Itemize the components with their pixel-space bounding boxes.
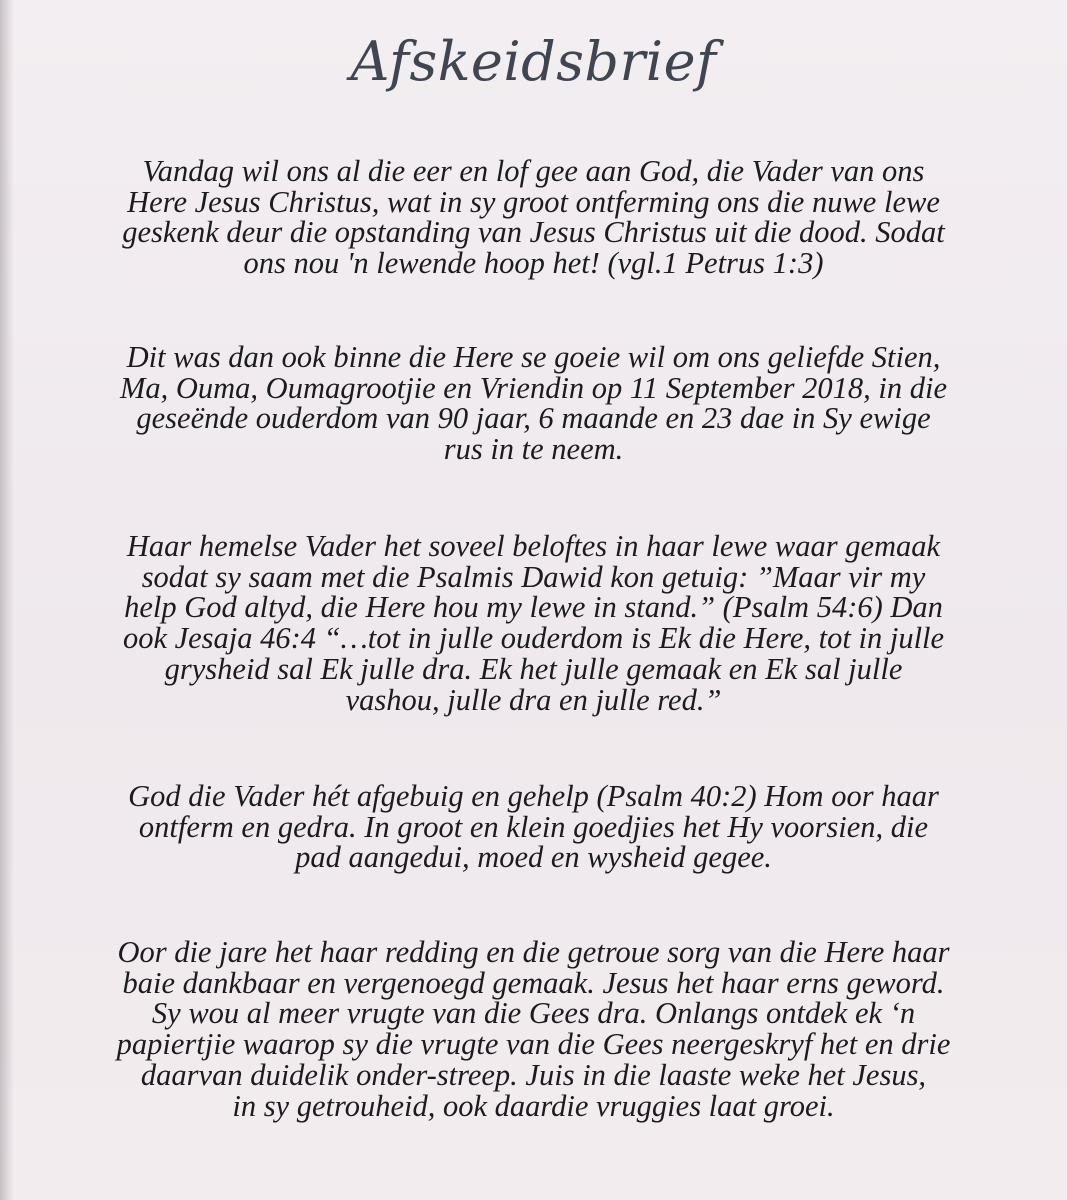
text-line: baie dankbaar en vergenoegd gemaak. Jesus het haar erns geword.: [122, 965, 945, 1000]
text-line: Oor die jare het haar redding en die getroue sorg van die Here haar: [117, 935, 950, 969]
text-line: Haar hemelse Vader het soveel beloftes in haar lewe waar gemaak: [126, 529, 941, 563]
text-line: Sy wou al meer vrugte van die Gees dra. Onlangs ontdek ek ‘n: [151, 996, 916, 1031]
paragraph-5: [30, 937, 1037, 1121]
text-line: sodat sy saam met die Psalmis Dawid kon getuig: ”Maar vir my: [141, 559, 926, 594]
text-line: ons nou 'n lewende hoop het! (vgl.1 Petrus 1:3): [243, 246, 824, 281]
page-edge-shadow: [0, 0, 14, 1200]
text-line: grysheid sal Ek julle dra. Ek het julle gemaak en Ek sal julle: [164, 651, 903, 686]
text-line: in sy getrouheid, ook daardie vruggies laat groei.: [232, 1088, 835, 1123]
text-line: help God altyd, die Here hou my lewe in stand.” (Psalm 54:6) Dan: [124, 590, 943, 625]
paragraph-1: [30, 156, 1037, 279]
text-line: Here Jesus Christus, wat in sy groot ontferming ons die nuwe lewe: [127, 184, 940, 219]
text-line: ook Jesaja 46:4 “…tot in julle ouderdom is Ek die Here, tot in julle: [122, 621, 945, 656]
text-line: rus in te neem.: [443, 432, 624, 467]
page-title: Afskeidsbrief: [350, 30, 717, 93]
text-line: geseënde ouderdom van 90 jaar, 6 maande en 23 dae in Sy ewige: [136, 401, 931, 436]
text-line: papiertjie waarop sy die vrugte van die Gees neergeskryf het en drie: [116, 1027, 951, 1062]
text-line: Vandag wil ons al die eer en lof gee aan God, die Vader van ons: [142, 154, 925, 188]
text-line: geskenk deur die opstanding van Jesus Christus uit die dood. Sodat: [122, 215, 945, 250]
text-line: Dit was dan ook binne die Here se goeie wil om ons geliefde Stien,: [126, 340, 941, 374]
text-line: vashou, julle dra en julle red.”: [345, 682, 722, 717]
paragraph-4: [30, 781, 1037, 873]
text-line: God die Vader hét afgebuig en gehelp (Psalm 40:2) Hom oor haar: [128, 779, 939, 813]
text-line: ontferm en gedra. In groot en klein goedjies het Hy voorsien, die: [138, 809, 929, 844]
text-line: pad aangedui, moed en wysheid gegee.: [295, 840, 772, 875]
text-line: Ma, Ouma, Oumagrootjie en Vriendin op 11 September 2018, in die: [119, 370, 948, 405]
text-line: daarvan duidelik onder-streep. Juis in die laaste weke het Jesus,: [140, 1057, 927, 1092]
paragraph-3: [30, 531, 1037, 715]
paragraph-2: [30, 342, 1037, 465]
